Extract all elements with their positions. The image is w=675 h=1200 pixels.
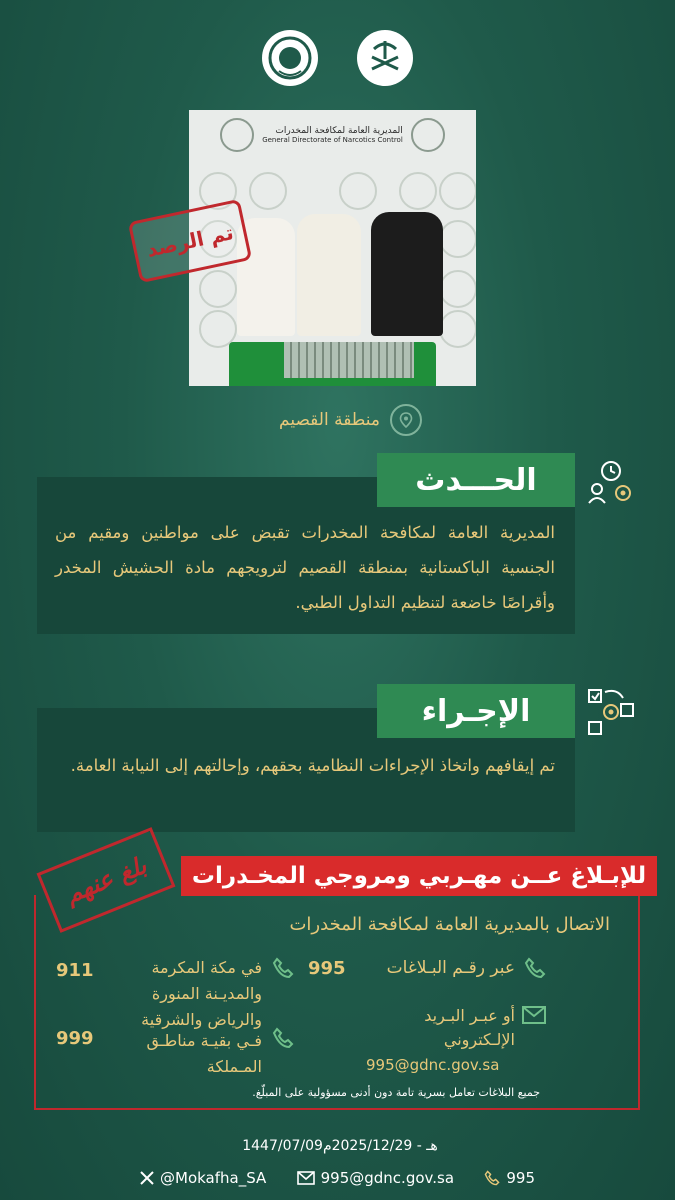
process-cycle-icon [583,684,639,740]
rest-regions-label: فـي بقيـة مناطـق المـملكة [146,1031,262,1076]
footer-email-address: 995@gdnc.gov.sa [320,1169,455,1187]
detected-stamp: تم الرصد [128,199,252,283]
photo-header-english: General Directorate of Narcotics Control [262,136,403,144]
narcotics-control-emblem [262,30,318,86]
confidentiality-note: جميع البلاغات تعامل بسرية تامة دون أدنى مسؤولية على المبلّغ. [252,1086,540,1099]
footer-email[interactable] [297,1169,454,1187]
makkah-number[interactable]: 911 [56,960,94,981]
report-them-stamp: بلغ عنهم [37,827,176,933]
people-gear-icon [583,455,639,511]
suspect-figure [297,214,361,336]
map-pin-icon [390,404,422,436]
phone-icon [484,1170,500,1186]
publish-date: 1447/07/09هـ - 2025/12/29م [242,1138,438,1154]
makkah-regions-label: في مكة المكرمة والمديـنة المنورة والرياض والشرقية [141,958,262,1029]
footer-twitter-handle: @Mokafha_SA [160,1169,267,1187]
report-subtitle: الاتصال بالمديرية العامة لمكافحة المخدرات [289,914,610,935]
photo-backdrop-header [189,110,476,160]
report-email[interactable]: 995@gdnc.gov.sa [366,1056,500,1074]
x-twitter-icon [140,1171,154,1185]
saudi-logo-icon [411,118,445,152]
reports-number[interactable]: 995 [308,958,346,979]
gdnc-logo-icon [220,118,254,152]
email-label: أو عبـر البـريد الإلـكتروني [424,1006,515,1049]
rest-number[interactable]: 999 [56,1028,94,1049]
phone-icon [524,957,546,983]
event-text: المديرية العامة لمكافحة المخدرات تقبض على مواطنين ومقيم من الجنسية الباكستانية بمنطقة القصيم لترويجهم مادة الحشيش المخدر وأقراصًا خاضعة لتنظيم التداول الطبي. [55,523,555,612]
location-name: منطقة القصيم [279,410,380,430]
seized-pills [284,342,414,378]
footer-phone-number: 995 [506,1169,535,1187]
location-row [252,405,422,435]
suspect-figure [371,212,443,336]
action-title: الإجـراء [377,684,575,738]
mail-icon [522,1006,546,1028]
photo-header-arabic: المديرية العامة لمكافحة المخدرات [275,126,403,136]
footer-contacts [140,1165,535,1191]
reports-label: عبر رقـم البـلاغات [386,958,515,978]
phone-icon [272,1027,294,1053]
mail-icon [297,1171,315,1185]
saudi-emblem [357,30,413,86]
action-text: تم إيقافهم واتخاذ الإجراءات النظامية بحقهم، وإحالتهم إلى النيابة العامة. [70,756,555,775]
footer-phone[interactable] [484,1169,535,1187]
footer-twitter[interactable] [140,1169,266,1187]
phone-icon [272,957,294,983]
report-banner: للإبـلاغ عــن مهـربي ومروجي المخـدرات [181,856,657,896]
event-title: الحـــدث [377,453,575,507]
